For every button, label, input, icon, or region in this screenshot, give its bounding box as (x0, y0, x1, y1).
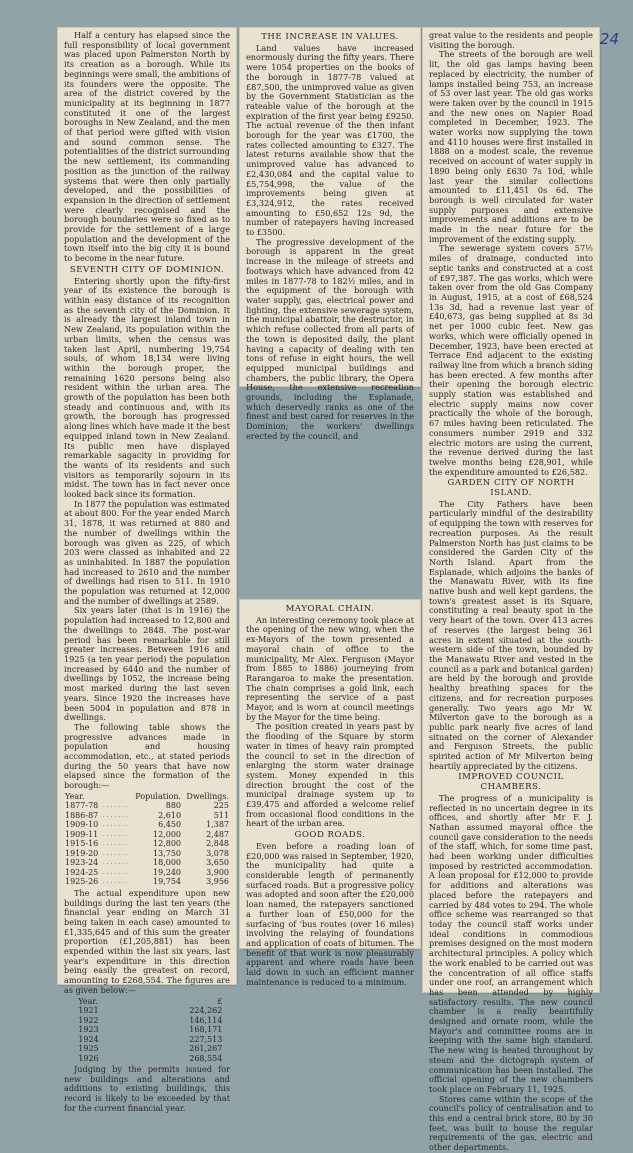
table-header (102, 792, 131, 802)
table-cell: 3,956 (206, 877, 229, 887)
paragraph: The progressive development of the borough is apparent in the great increase in the mileage of streets and footways which have advanced from 42 miles in 1877-78 to 182½ miles, and in the equipment of the borough with water supply, gas, electrical power and lighting, the extensive sewerage system, the municipal abattoir, the destructor, in which refuse collected from all parts of the town is deposited daily, the plant having a capacity of dealing with ten tons of refuse in eight hours, the well equipped municipal buildings and chambers, the public library, the Opera House, the extensive recreation grounds, including the Esplanade, which deservedly ranks as one of the finest and best cared for reserves in the Dominion; the workers' dwellings erected by the council, and (246, 236, 414, 441)
leader-dots: . . . . . . . (102, 830, 128, 838)
table-row (77, 1054, 223, 1064)
table-cell: 3,650 (206, 858, 229, 868)
heading-increase-in-values: THE INCREASE IN VALUES. (261, 32, 399, 42)
paragraph: Stores came within the scope of the council's policy of centralisation and to this end a central brick store, 80 by 30 feet, was built to house the regular requirements of the gas, electric and other departments. (429, 1093, 593, 1153)
table-row (64, 849, 230, 859)
paragraph: An interesting ceremony took place at the opening of the new wing, when the ex-Mayors of the town presented a mayoral chain of office to the municipality, Mr Alex. Ferguson (Mayor from 1885 to 1886) journeying from Rarangaroa to make the presentation. The chain comprises a gold link, each representing the service of a past Mayor, and is worn at council meetings by the Mayor for the time being. (246, 614, 414, 722)
table-cell: 13,750 (153, 848, 182, 858)
table-cell: 1886-87 (65, 810, 99, 820)
table-header: Year. (65, 791, 85, 801)
table-cell: 1909-11 (65, 829, 99, 839)
table-cell: 1925-26 (65, 877, 99, 887)
table-cell: 1915-16 (65, 839, 99, 849)
table-cell: 880 (165, 801, 182, 811)
table-row (77, 1025, 223, 1035)
table-cell: 12,800 (153, 839, 182, 849)
leader-dots: . . . . . . . (102, 849, 128, 857)
paragraph: The position created in years past by the flooding of the Square by storm water in times of heavy rain prompted the council to set in the direction of enlarging the storm water drainage system. Money expended in this direction brought the cost of the municipal drainage system up to £39,475 and afforded a welcome relief from occasional flood conditions in the heart of the urban area. (246, 721, 414, 829)
paragraph: The actual expenditure upon new buildings during the last ten years (the financial year ending on March 31 being taken in each case) amounted to £1,335,645 and of this sum the greater proportion (£1,205,881) has been expended within the last six years, last year's expenditure in this direction being easily the greatest on record, amounting to £268,554. The figures are as given below:— (64, 887, 230, 995)
table-cell: 1919-20 (65, 848, 99, 858)
paragraph: In 1877 the population was estimated at about 800. For the year ended March 31, 1878, it was returned at 880 and the number of dwellings within the borough was given as 225, of which 203 were classed as inhabited and 22 as uninhabited. In 1887 the population had increased to 2610 and the number of dwellings had risen to 511. In 1910 the population was returned at 12,000 and the number of dwellings at 2589. (64, 498, 230, 606)
table-cell: 146,114 (189, 1015, 223, 1025)
table-cell: 1924-25 (65, 867, 99, 877)
leader-dots: . . . . . . . (102, 868, 128, 876)
table-cell: 1,387 (206, 820, 229, 830)
paragraph: The sewerage system covers 57½ miles of drainage, conducted into septic tanks and constructed at a cost of £97,387. The gas works, which were taken over from the old Gas Company in August, 1915, at a cost of £68,524 13s 3d, had a revenue last year of £40,673, gas being supplied at 8s 3d net per 1000 cubic feet. New gas works, which were officially opened in December, 1923, have been erected at Terrace End adjacent to the existing railway line from which a branch siding has been erected. A few months after their opening the borough electric supply station was established and electric supply mains now cover practically the whole of the borough, 67 miles having been reticulated. The consumers number 2919 and 332 electric motors are using the current, the revenue derived during the last twelve months being £28,901, while the expenditure amounted to £26,582. (429, 243, 593, 477)
table-header: Population. (135, 791, 182, 801)
paragraph: The streets of the borough are well lit, the old gas lamps having been replaced by electricity, the number of lamps installed being 753, an increase of 53 over last year. The old gas works were taken over by the council in 1915 and the new ones on Napier Road completed in December, 1923. The water works now supplying the town and 4110 houses were first installed in 1888 on a modest scale, the revenue received on account of water supply in 1890 being only £630 7s 10d, while last year the similar collections amounted to £11,451 0s 6d. The borough is well circulated for water supply purposes and extensive improvements and additions are to be made in the near future for the improvement of the existing supply. (429, 49, 593, 244)
table-cell: 261,267 (189, 1044, 223, 1054)
table-row (64, 811, 230, 821)
table-cell: 2,487 (206, 829, 229, 839)
leader-dots: . . . . . . . (102, 821, 128, 829)
table-header: Year. (78, 996, 98, 1006)
table-header: £ (217, 996, 223, 1006)
table-cell: 19,240 (153, 867, 182, 877)
table-row (64, 868, 230, 878)
clipping-column-2-bottom (240, 600, 420, 987)
leader-dots: . . . . . . . (102, 840, 128, 848)
table-cell: 225 (213, 801, 229, 811)
paragraph: The following table shows the progressive advances made in population and housing accommodation, etc., at stated periods during the 50 years that have now elapsed since the formation of the borough:— (64, 721, 230, 791)
heading-seventh-city: SEVENTH CITY OF DOMINION. (69, 264, 225, 275)
table-cell: 6,450 (158, 820, 182, 830)
paragraph: The City Fathers have been particularly mindful of the desirability of equipping the town with reserves for recreation purposes. As the result Palmerston North has just claims to be considered the Garden City of the North Island. Apart from the Esplanade, which adjoins the banks of the Manawatu River, with its fine native bush and well kept gardens, the town's greatest asset is its Square, constituting a real beauty spot in the very heart of the town. Over 413 acres of reserves (the largest being 361 acres in extent situated at the south-western side of the town, bounded by the Manawatu River and vested in the council as a park and botanical garden) are held by the borough and provide healthy breathing spaces for the citizens, and for recreation purposes generally. Two years ago Mr W. Milverton gave to the borough as a public park nearly five acres of land situated on the corner of Alexander and Ferguson Streets, the public spirited action of Mr Milverton being heartily appreciated by the citizens. (429, 498, 593, 771)
table-cell: 1925 (78, 1044, 99, 1054)
table-cell: 227,513 (189, 1034, 223, 1044)
intro-paragraph: Half a century has elapsed since the full responsibility of local government was placed upon Palmerston North by its creation as a borough. While its beginnings were small, the ambitions of its founders were the opposite. The area of the district covered by the municipality at its beginning in 1877 constituted it one of the largest boroughs in New Zealand, and the men of that period were gifted with vision and sound common sense. The potentialities of the district surrounding the new settlement, its commanding position as the junction of the railway systems that were then only partially developed, and the possibilities of expansion in the direction of settlement were clearly recognised and the borough boundaries were so fixed as to provide for the settlement of a large population and the development of the town itself into the big city it is bound to become in the near future. (64, 30, 230, 264)
paragraph: Entering shortly upon the fifty-first year of its existence the borough is within easy distance of its recognition as the seventh city of the Dominion. It is already the largest inland town in New Zealand, its population within the urban limits, when the census was taken last April, numbering 19,754 souls, of whom 18,134 were living within the borough proper, the remaining 1620 persons being also resident within the urban area. The growth of the population has been both steady and continuous and, with its growth, the borough has progressed along lines which have made it the best equipped inland town in New Zealand. Its public men have displayed remarkable sagacity in providing for the wants of its residents and such visitors as temporarily sojourn in its midst. The town has in fact never once looked back since its formation. (64, 275, 230, 500)
paragraph: Judging by the permits issued for new buildings and alterations and additions to existing buildings, this record is likely to be exceeded by that for the current financial year. (64, 1064, 230, 1113)
paragraph: The progress of a municipality is reflected in no uncertain degree in its offices, and shortly after Mr F. J. Nathan assumed mayoral office the council gave consideration to the needs of the staff, which, for some time past, had been working under difficulties imposed by restricted accommodation. A loan proposal for £12,000 to provide for additions and alterations was placed before the ratepayers and carried by 484 votes to 294. The whole office scheme was rearranged so that today the council staff works under ideal conditions in commodious premises designed on the most modern architectural principles. A policy which the work enabled to be carried out was the concentration of all office staffs under one roof, an arrangement which has been attended by highly satisfactory results. The new council chamber is a really beautifully designed and ornate room, while the Mayor's and committee rooms are in keeping with the same high standard. The new wing is heated throughout by steam and the dictograph system of communication has been installed. The official opening of the new chambers took place on February 11, 1925. (429, 792, 593, 1094)
clipping-column-3 (423, 28, 599, 1153)
leader-dots: . . . . . . . (102, 811, 128, 819)
table-cell: 3,900 (206, 867, 229, 877)
table-cell: 19,754 (153, 877, 182, 887)
heading-improved-council-chambers: IMPROVED COUNCIL CHAMBERS. (458, 772, 564, 793)
leader-dots: . . . . . . . (102, 859, 128, 867)
table-cell: 168,171 (189, 1025, 223, 1035)
paragraph: Six years later (that is in 1916) the population had increased to 12,800 and the dwellings to 2848. The post-war period has been remarkable for still greater increases. Between 1916 and 1925 (a ten year period) the population increased by 6440 and the number of dwellings by 1052, the increase being most marked during the last seven years. Since 1920 the increases have been 5004 in population and 878 in dwellings. (64, 605, 230, 723)
table-cell: 2,610 (158, 810, 182, 820)
paragraph: Land values have increased enormously during the fifty years. There were 1054 properties on the books of the borough in 1877-78 valued at £87,500, the unimproved value as given by the Government Statistician as the rateable value of the borough at the expiration of the first year being £9250. The actual revenue of the then infant borough for the year was £1700, the rates collected amounting to £327. The latest returns available show that the unimproved value has advanced to £2,430,084 and the capital value to £5,754,998, the value of the improvements being given at £3,324,912, the rates received amounting to £50,652 12s 9d, the number of ratepayers having increased to £3500. (246, 42, 414, 238)
table-header: Dwellings. (186, 791, 229, 801)
table-cell: 1926 (78, 1053, 99, 1063)
table-cell: 3,078 (206, 848, 229, 858)
table-header-row (77, 997, 223, 1007)
table-row (64, 858, 230, 868)
clipping-column-2-top (240, 28, 420, 441)
table-cell: 1922 (78, 1015, 99, 1025)
table-row (77, 1006, 223, 1016)
table-row (77, 1044, 223, 1054)
table-cell: 1923 (78, 1025, 99, 1035)
table-cell: 1923-24 (65, 858, 99, 868)
heading-mayoral-chain: MAYORAL CHAIN. (285, 604, 375, 614)
table-cell: 1921 (78, 1006, 99, 1016)
table-cell: 224,262 (189, 1006, 223, 1016)
table-row (64, 820, 230, 830)
table-row (77, 1035, 223, 1045)
clipping-column-1 (58, 28, 236, 1113)
table-cell: 12,000 (153, 829, 182, 839)
table-cell: 511 (213, 810, 229, 820)
paragraph: great value to the residents and people visiting the borough. (429, 30, 593, 50)
paragraph: Even before a roading loan of £20,000 was raised in September, 1920, the municipality had quite a considerable length of permanently surfaced roads. But a progressive policy was adopted and soon after the £20,000 loan named, the ratepayers sanctioned a further loan of £50,000 for the surfacing of 'bus routes (over 16 miles) involving the relaying of foundations and application of coats of bitumen. The benefit of that work is now pleasurably apparent and where roads have been laid down in such an efficient manner maintenance is reduced to a minimum. (246, 840, 414, 987)
table-cell: 18,000 (153, 858, 182, 868)
table-row (64, 839, 230, 849)
expenditure-table (77, 997, 223, 1064)
table-cell: 1877-78 (65, 801, 99, 811)
leader-dots: . . . . . . . (102, 802, 128, 810)
table-cell: 1924 (78, 1034, 99, 1044)
table-row (64, 801, 230, 811)
leader-dots: . . . . . . . (102, 878, 128, 886)
heading-garden-city: GARDEN CITY OF NORTH ISLAND. (447, 478, 575, 499)
table-row (64, 877, 230, 887)
table-cell: 2,848 (206, 839, 229, 849)
population-table (64, 792, 230, 887)
table-row (64, 830, 230, 840)
heading-good-roads: GOOD ROADS. (294, 830, 366, 841)
table-cell: 1909-10 (65, 820, 99, 830)
table-cell: 268,554 (189, 1053, 223, 1063)
table-row (77, 1016, 223, 1026)
table-header-row (64, 792, 230, 802)
page-number: 24 (599, 30, 619, 48)
